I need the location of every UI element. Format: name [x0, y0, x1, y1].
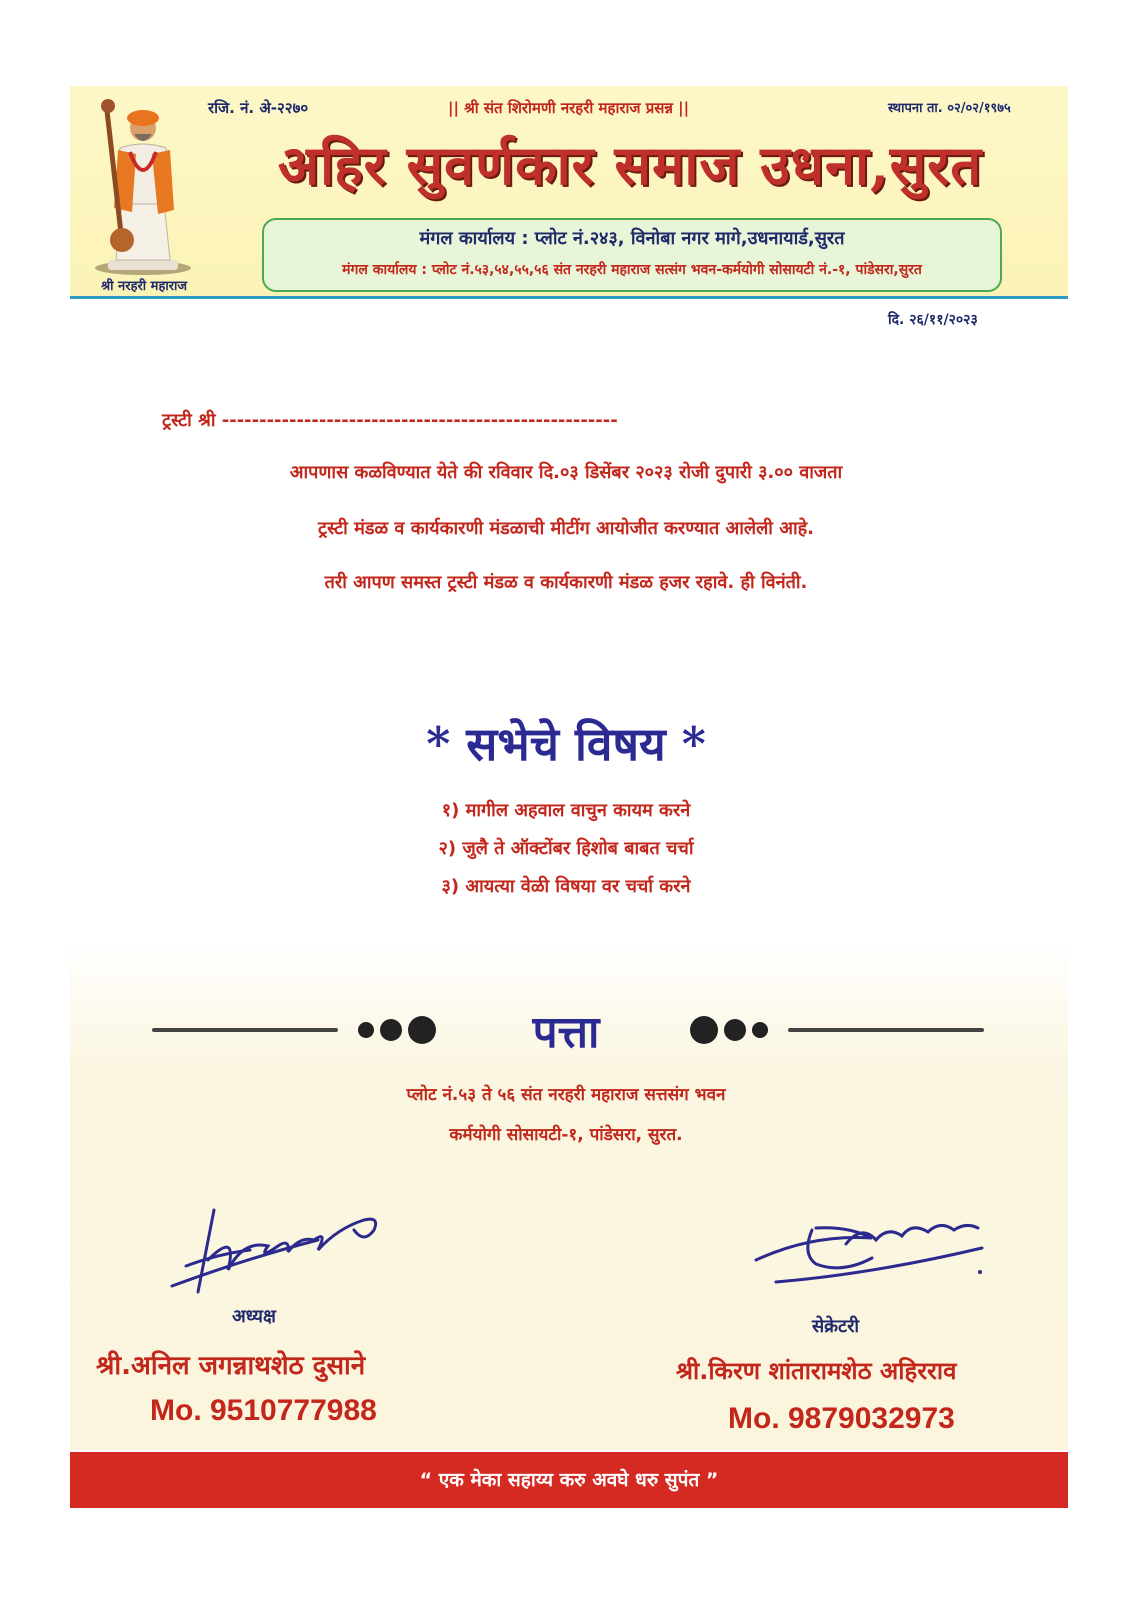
trustee-line: ट्रस्टी श्री -----------------------------------------------------: [162, 410, 618, 431]
office-address-2: मंगल कार्यालय : प्लोट नं.५३,५४,५५,५६ संत नरहरी महाराज सत्संग भवन-कर्मयोगी सोसायटी नं.-१, पांडेसरा,सुरत: [342, 262, 922, 278]
president-role: अध्यक्ष: [232, 1306, 276, 1327]
secretary-role: सेक्रेटरी: [812, 1316, 860, 1337]
saint-figure-icon: [78, 92, 208, 276]
blessing-line: || श्री संत शिरोमणी नरहरी महाराज प्रसन्न ||: [448, 99, 690, 117]
footer-motto: “ एक मेका सहाय्य करु अवघे धरु सुपंत ”: [419, 1469, 719, 1491]
divider-line-left: [152, 1028, 338, 1032]
message-line-1: आपणास कळविण्यात येते की रविवार दि.०३ डिसेंबर २०२३ रोजी दुपारी ३.०० वाजता: [289, 462, 843, 483]
message-line-3: तरी आपण समस्त ट्रस्टी मंडळ व कार्यकारणी मंडळ हजर रहावे. ही विनंती.: [324, 572, 808, 593]
saint-caption: श्री नरहरी महाराज: [100, 279, 188, 294]
agenda-item: २) जुलै ते ऑक्टोंबर हिशोब बाबत चर्चा: [438, 838, 694, 859]
office-address-1: मंगल कार्यालय : प्लोट नं.२४३, विनोबा नगर मागे,उधनायार्ड,सुरत: [419, 228, 845, 249]
organization-name: अहिर सुवर्णकार समाज उधना,सुरत: [277, 133, 983, 197]
signature-left-icon: [168, 1200, 398, 1300]
letter-date: दि. २६/११/२०२३: [888, 312, 978, 328]
address-line-2: कर्मयोगी सोसायटी-१, पांडेसरा, सुरत.: [449, 1125, 683, 1145]
agenda-title: * सभेचे विषय *: [426, 717, 706, 771]
registration-number: रजि. नं. अे-२२७०: [208, 99, 309, 117]
secretary-name: श्री.किरण शांतारामशेठ अहिरराव: [676, 1357, 957, 1385]
address-title: पत्ता: [532, 1007, 600, 1058]
letterhead-divider: [70, 296, 1068, 299]
signature-right-icon: [752, 1214, 1012, 1298]
president-mobile: Mo. 9510777988: [150, 1394, 377, 1427]
agenda-item: ३) आयत्या वेळी विषया वर चर्चा करने: [441, 876, 691, 897]
message-line-2: ट्रस्टी मंडळ व कार्यकारणी मंडळाची मीटींग आयोजीत करण्यात आलेली आहे.: [318, 518, 814, 539]
founding-date: स्थापना ता. ०२/०२/१९७५: [888, 101, 1011, 116]
address-line-1: प्लोट नं.५३ ते ५६ संत नरहरी महाराज सत्तसंग भवन: [406, 1085, 726, 1105]
agenda-item: १) मागील अहवाल वाचुन कायम करने: [441, 800, 691, 821]
president-name: श्री.अनिल जगन्नाथशेठ दुसाने: [96, 1351, 366, 1381]
secretary-mobile: Mo. 9879032973: [728, 1402, 955, 1435]
divider-line-right: [788, 1028, 984, 1032]
